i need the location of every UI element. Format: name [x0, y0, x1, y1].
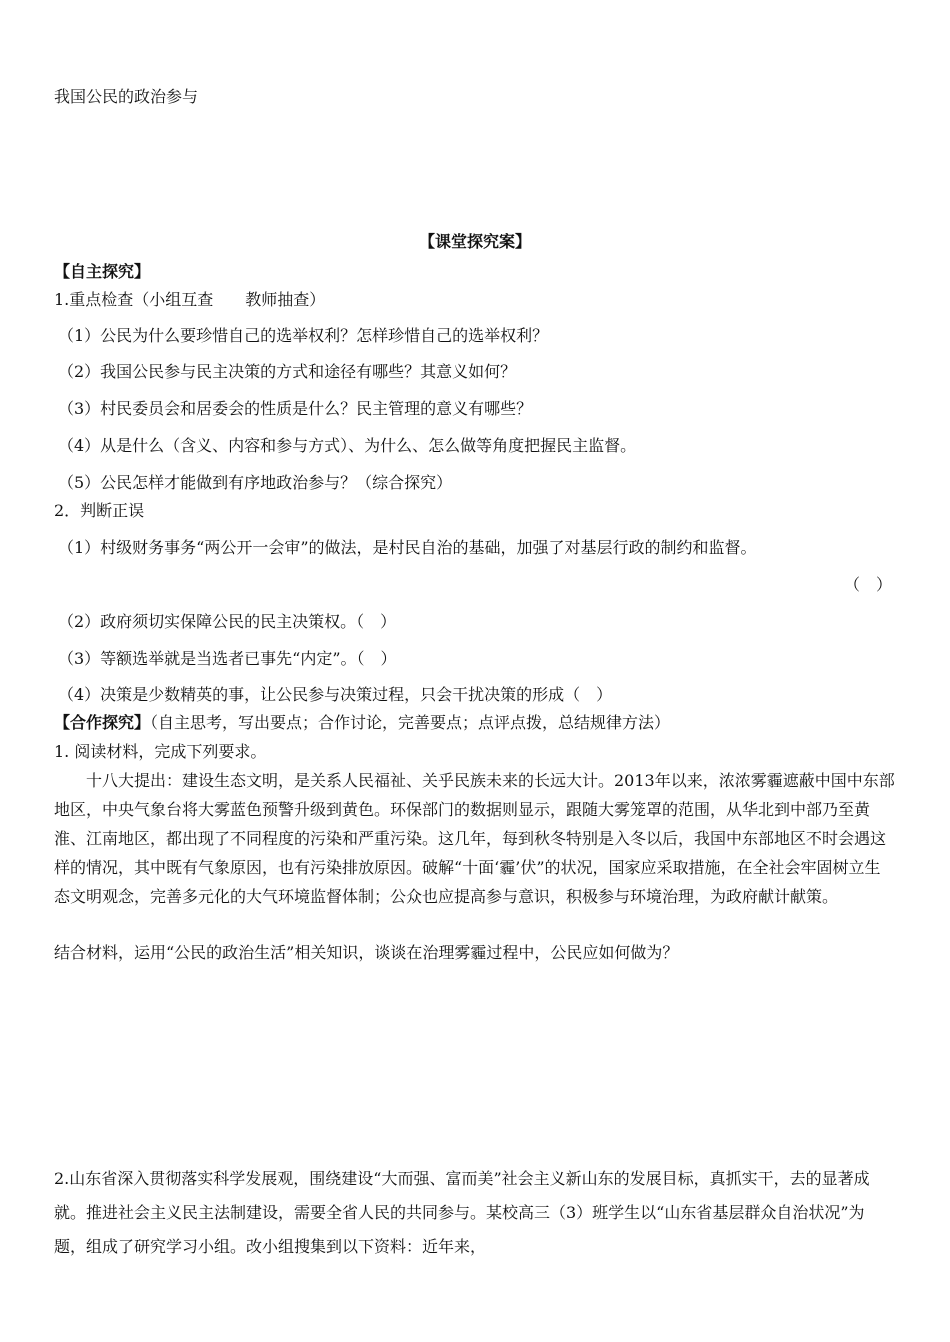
- material-question-title: 1. 阅读材料，完成下列要求。: [54, 742, 267, 761]
- key-check-item: （4）从是什么（含义、内容和参与方式）、为什么、怎么做等角度把握民主监督。: [58, 436, 637, 455]
- material-text: 十八大提出：建设生态文明，是关系人民福祉、关乎民族未来的长远大计。2013年以来，浓浓雾霾遮蔽中国中东部地区，中央气象台将大雾蓝色预警升级到黄色。环保部门的数据则显示，跟随大雾笼罩的范围，从华北到中部乃至黄淮、江南地区，都出现了不同程度的污染和严重污染。这几年，每到秋冬特别是入冬以后，我国中东部地区不时会遇这样的情况，其中既有气象原因，也有污染排放原因。破解“十面‘霾’伏”的状况，国家应采取措施，在全社会牢固树立生态文明观念，完善多元化的大气环境监督体制；公众也应提高参与意识，积极参与环境治理，为政府献计献策。: [54, 771, 895, 906]
- material-question: 结合材料，运用“公民的政治生活”相关知识，谈谈在治理雾霾过程中，公民应如何做为？: [54, 943, 679, 962]
- key-check-item: （1）公民为什么要珍惜自己的选举权利？怎样珍惜自己的选举权利？: [58, 326, 549, 345]
- answer-blank: （ ）: [844, 575, 893, 594]
- key-check-title: 1.重点检查（小组互查 教师抽查）: [54, 290, 326, 309]
- self-explore-heading: 【自主探究】: [54, 262, 151, 281]
- key-check-item: （2）我国公民参与民主决策的方式和途径有哪些？其意义如何？: [58, 362, 517, 381]
- coop-explore-note: （自主思考，写出要点；合作讨论，完善要点；点评点拨，总结规律方法）: [150, 713, 671, 732]
- coop-explore-heading-line: [54, 712, 670, 734]
- material-paragraph: [54, 766, 896, 911]
- true-false-item: （2）政府须切实保障公民的民主决策权。（ ）: [58, 612, 397, 631]
- coop-explore-heading: 【合作探究】: [54, 713, 151, 732]
- true-false-item: （1）村级财务事务“两公开一会审”的做法，是村民自治的基础，加强了对基层行政的制约和监督。: [58, 538, 757, 557]
- key-check-item: （5）公民怎样才能做到有序地政治参与？（综合探究）: [58, 473, 453, 492]
- true-false-title: 2．判断正误: [54, 501, 145, 520]
- key-check-item: （3）村民委员会和居委会的性质是什么？民主管理的意义有哪些？: [58, 399, 533, 418]
- document-title: 我国公民的政治参与: [54, 87, 199, 106]
- true-false-item: （3）等额选举就是当选者已事先“内定”。（ ）: [58, 649, 397, 668]
- question-2-paragraph: 2.山东省深入贯彻落实科学发展观，围绕建设“大而强、富而美”社会主义新山东的发展目标，真抓实干，去的显著成就。推进社会主义民主法制建设，需要全省人民的共同参与。某校高三（3）班学生以“山东省基层群众自治状况”为题，组成了研究学习小组。改小组搜集到以下资料：近年来，: [54, 1169, 870, 1256]
- section-title: 【课堂探究案】: [418, 232, 531, 251]
- true-false-item: （4）决策是少数精英的事，让公民参与决策过程，只会干扰决策的形成（ ）: [58, 685, 613, 704]
